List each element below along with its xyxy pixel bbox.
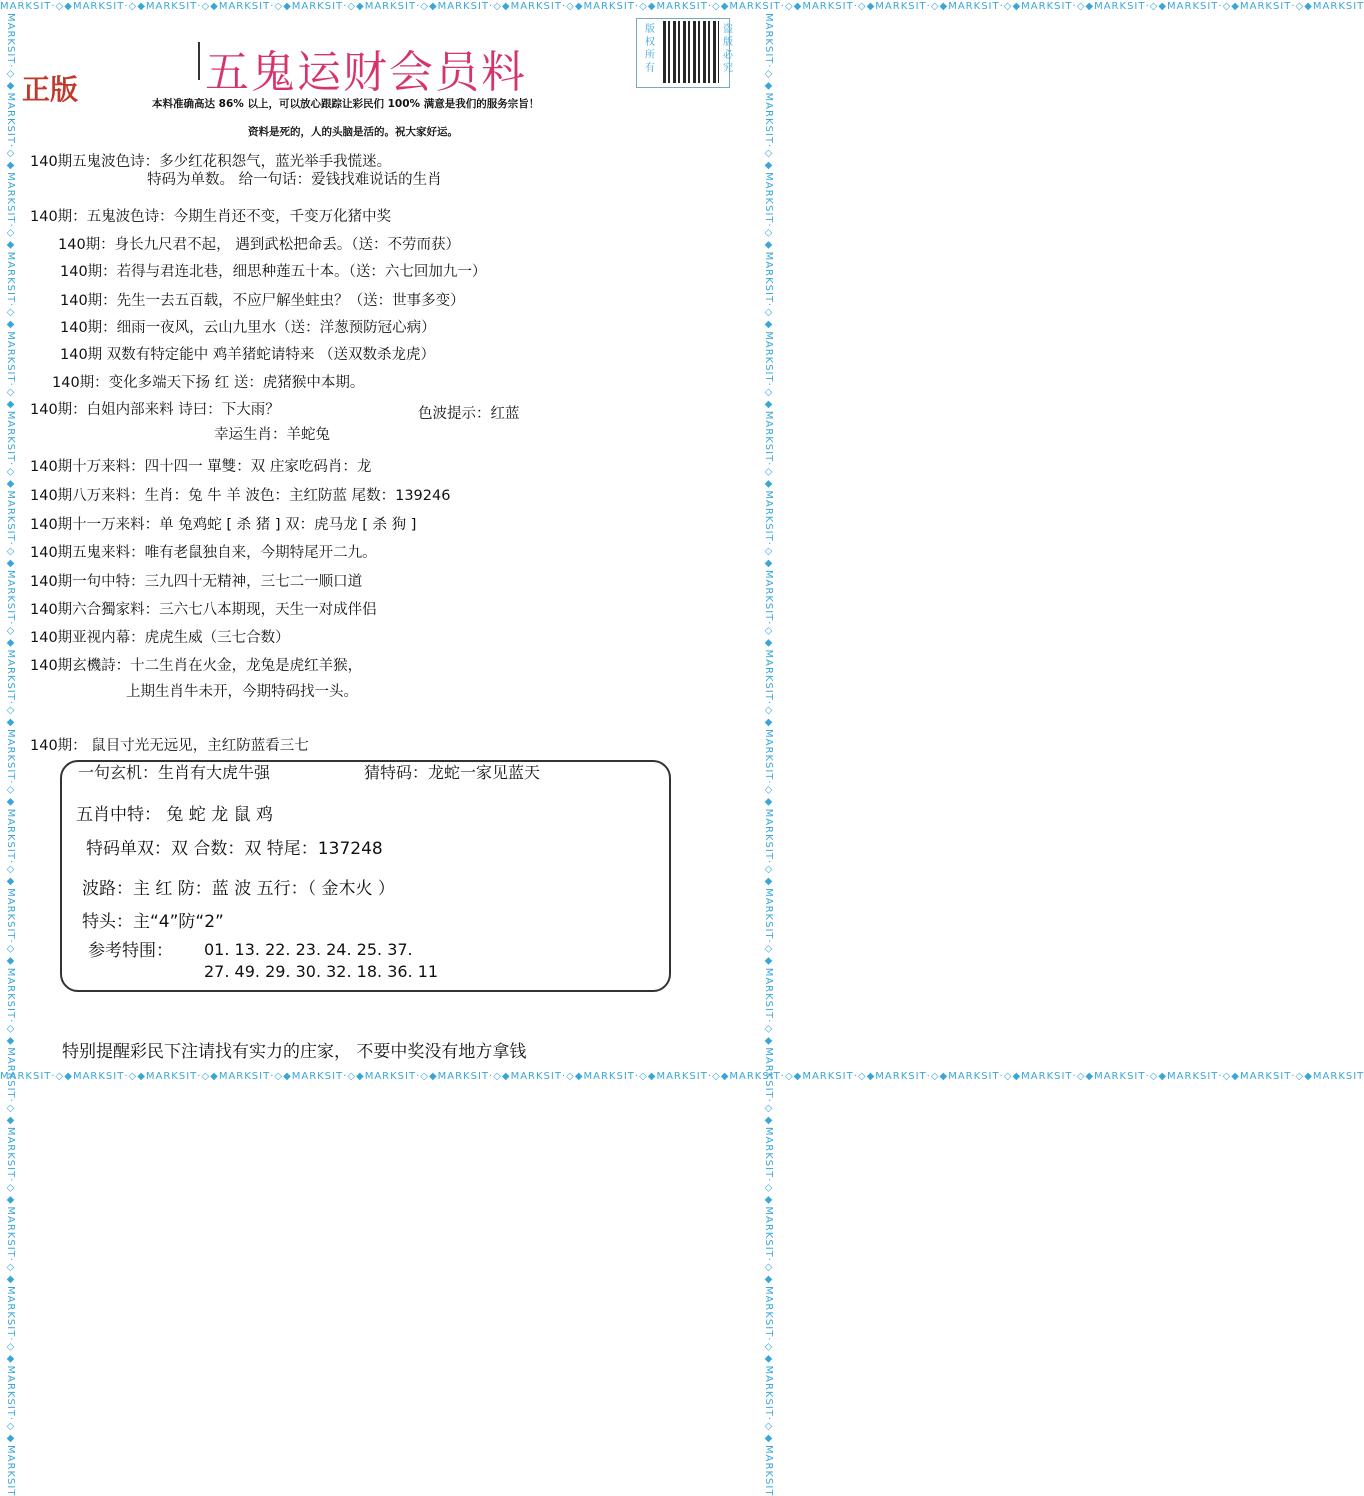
- prediction-box: [60, 760, 671, 992]
- text-line: 140期五鬼来料：唯有老鼠独自来，今期特尾开二九。: [30, 545, 377, 561]
- genuine-badge: 正版: [22, 73, 79, 106]
- text-line: 特码为单数。 给一句话：爱钱找难说话的生肖: [147, 172, 442, 188]
- color-route: 波路：主 红 防：蓝 波 五行：（ 金木火 ）: [82, 879, 395, 899]
- riddle-text: 一句玄机：生肖有大虎牛强: [78, 763, 271, 782]
- accuracy-notice: 本料准确高达 86% 以上，可以放心跟踪让彩民们 100% 满意是我们的服务宗旨！: [152, 98, 540, 110]
- text-line: 140期十万来料：四十四一 單雙：双 庄家吃码肖：龙: [30, 459, 372, 475]
- text-line: 140期：先生一去五百载，不应尸解坐蛀虫？（送：世事多变）: [60, 293, 465, 309]
- five-zodiac: 五肖中特： 兔 蛇 龙 鼠 鸡: [76, 805, 274, 825]
- text-line: 140期：五鬼波色诗：今期生肖还不变，千变万化猪中奖: [30, 209, 392, 225]
- good-luck-notice: 资料是死的，人的头脑是活的。祝大家好运。: [248, 126, 458, 138]
- qr-left-caption: 版权所有: [645, 24, 655, 74]
- text-line: 140期五鬼波色诗：多少红花积怨气，蓝光举手我慌迷。: [30, 154, 392, 170]
- text-line: 140期：白姐内部来料 诗曰：下大雨？: [30, 402, 280, 418]
- reference-label: 参考特围：: [88, 941, 173, 961]
- footer-warning: 特别提醒彩民下注请找有实力的庄家， 不要中奖没有地方拿钱: [62, 1042, 527, 1062]
- watermark-border-top: MARKSIT·◇◆MARKSIT·◇◆MARKSIT·◇◆MARKSIT·◇◆MARKSIT·◇◆MARKSIT·◇◆MARKSIT·◇◆MARKSIT·◇◆MARKSIT·◇◆MARKSIT·◇◆MARKSIT·◇◆MARKSIT·◇◆MARKSIT·◇◆MARKSIT·◇◆MARKSIT·◇◆MARKSIT·◇◆MARKSIT·◇◆MARKSIT·◇◆MARKSIT: [0, 1, 1364, 12]
- qr-code-image: [663, 21, 719, 83]
- text-line: 140期一句中特：三九四十无精神，三七二一顺口道: [30, 574, 363, 590]
- text-line: 140期 双数有特定能中 鸡羊猪蛇请特来 （送双数杀龙虎）: [60, 347, 436, 363]
- text-line: 140期亚视内幕：虎虎生威（三七合数）: [30, 630, 290, 646]
- text-line: 140期：若得与君连北巷，细思种莲五十本。（送：六七回加九一）: [60, 264, 487, 280]
- qr-code-panel: [636, 18, 733, 88]
- page-title: 五鬼运财会员料: [205, 47, 527, 98]
- text-line: 140期八万来料：生肖：兔 牛 羊 波色：主红防蓝 尾数：139246: [30, 488, 451, 504]
- watermark-border-left: MARKSIT·◇◆MARKSIT·◇◆MARKSIT·◇◆MARKSIT·◇◆MARKSIT·◇◆MARKSIT·◇◆MARKSIT·◇◆MARKSIT·◇◆MARKSIT·◇◆MARKSIT·◇◆MARKSIT·◇◆MARKSIT·◇◆MARKSIT·◇◆MARKSIT·◇◆MARKSIT·◇◆MARKSIT·◇◆MARKSIT·◇◆MARKSIT·◇◆MARKSIT: [5, 13, 16, 1496]
- reference-row-1: 01. 13. 22. 23. 24. 25. 37.: [204, 940, 413, 959]
- text-line: 上期生肖牛未开，今期特码找一头。: [126, 684, 358, 700]
- reference-row-2: 27. 49. 29. 30. 32. 18. 36. 11: [204, 962, 439, 981]
- guess-text: 猜特码：龙蛇一家见蓝天: [364, 763, 541, 782]
- qr-right-caption: 盗版必究: [723, 24, 733, 74]
- text-line: 140期六合獨家料：三六七八本期现，天生一对成伴侣: [30, 602, 377, 618]
- watermark-border-right: MARKSIT·◇◆MARKSIT·◇◆MARKSIT·◇◆MARKSIT·◇◆MARKSIT·◇◆MARKSIT·◇◆MARKSIT·◇◆MARKSIT·◇◆MARKSIT·◇◆MARKSIT·◇◆MARKSIT·◇◆MARKSIT·◇◆MARKSIT·◇◆MARKSIT·◇◆MARKSIT·◇◆MARKSIT·◇◆MARKSIT·◇◆MARKSIT·◇◆MARKSIT: [763, 13, 774, 1496]
- color-hint: 色波提示：红蓝: [418, 406, 520, 422]
- text-line: 140期： 鼠目寸光无远见，主红防蓝看三七: [30, 738, 309, 754]
- text-line: 140期：身长九尺君不起， 遇到武松把命丢。（送：不劳而获）: [58, 237, 461, 253]
- odd-even: 特码单双：双 合数：双 特尾：137248: [86, 839, 383, 859]
- lucky-zodiac: 幸运生肖：羊蛇兔: [214, 427, 330, 443]
- text-line: 140期十一万来料：单 兔鸡蛇 [ 杀 猪 ] 双：虎马龙 [ 杀 狗 ]: [30, 517, 417, 533]
- text-line: 140期玄機詩：十二生肖在火金，龙兔是虎红羊猴，: [30, 658, 363, 674]
- watermark-border-bottom: MARKSIT·◇◆MARKSIT·◇◆MARKSIT·◇◆MARKSIT·◇◆MARKSIT·◇◆MARKSIT·◇◆MARKSIT·◇◆MARKSIT·◇◆MARKSIT·◇◆MARKSIT·◇◆MARKSIT·◇◆MARKSIT·◇◆MARKSIT·◇◆MARKSIT·◇◆MARKSIT·◇◆MARKSIT·◇◆MARKSIT·◇◆MARKSIT·◇◆MARKSIT: [0, 1071, 1364, 1082]
- title-divider: [198, 42, 200, 80]
- text-line: 140期：变化多端天下扬 红 送：虎猪猴中本期。: [52, 375, 365, 391]
- text-line: 140期：细雨一夜风，云山九里水（送：洋葱预防冠心病）: [60, 320, 436, 336]
- special-head: 特头：主“4”防“2”: [82, 912, 224, 932]
